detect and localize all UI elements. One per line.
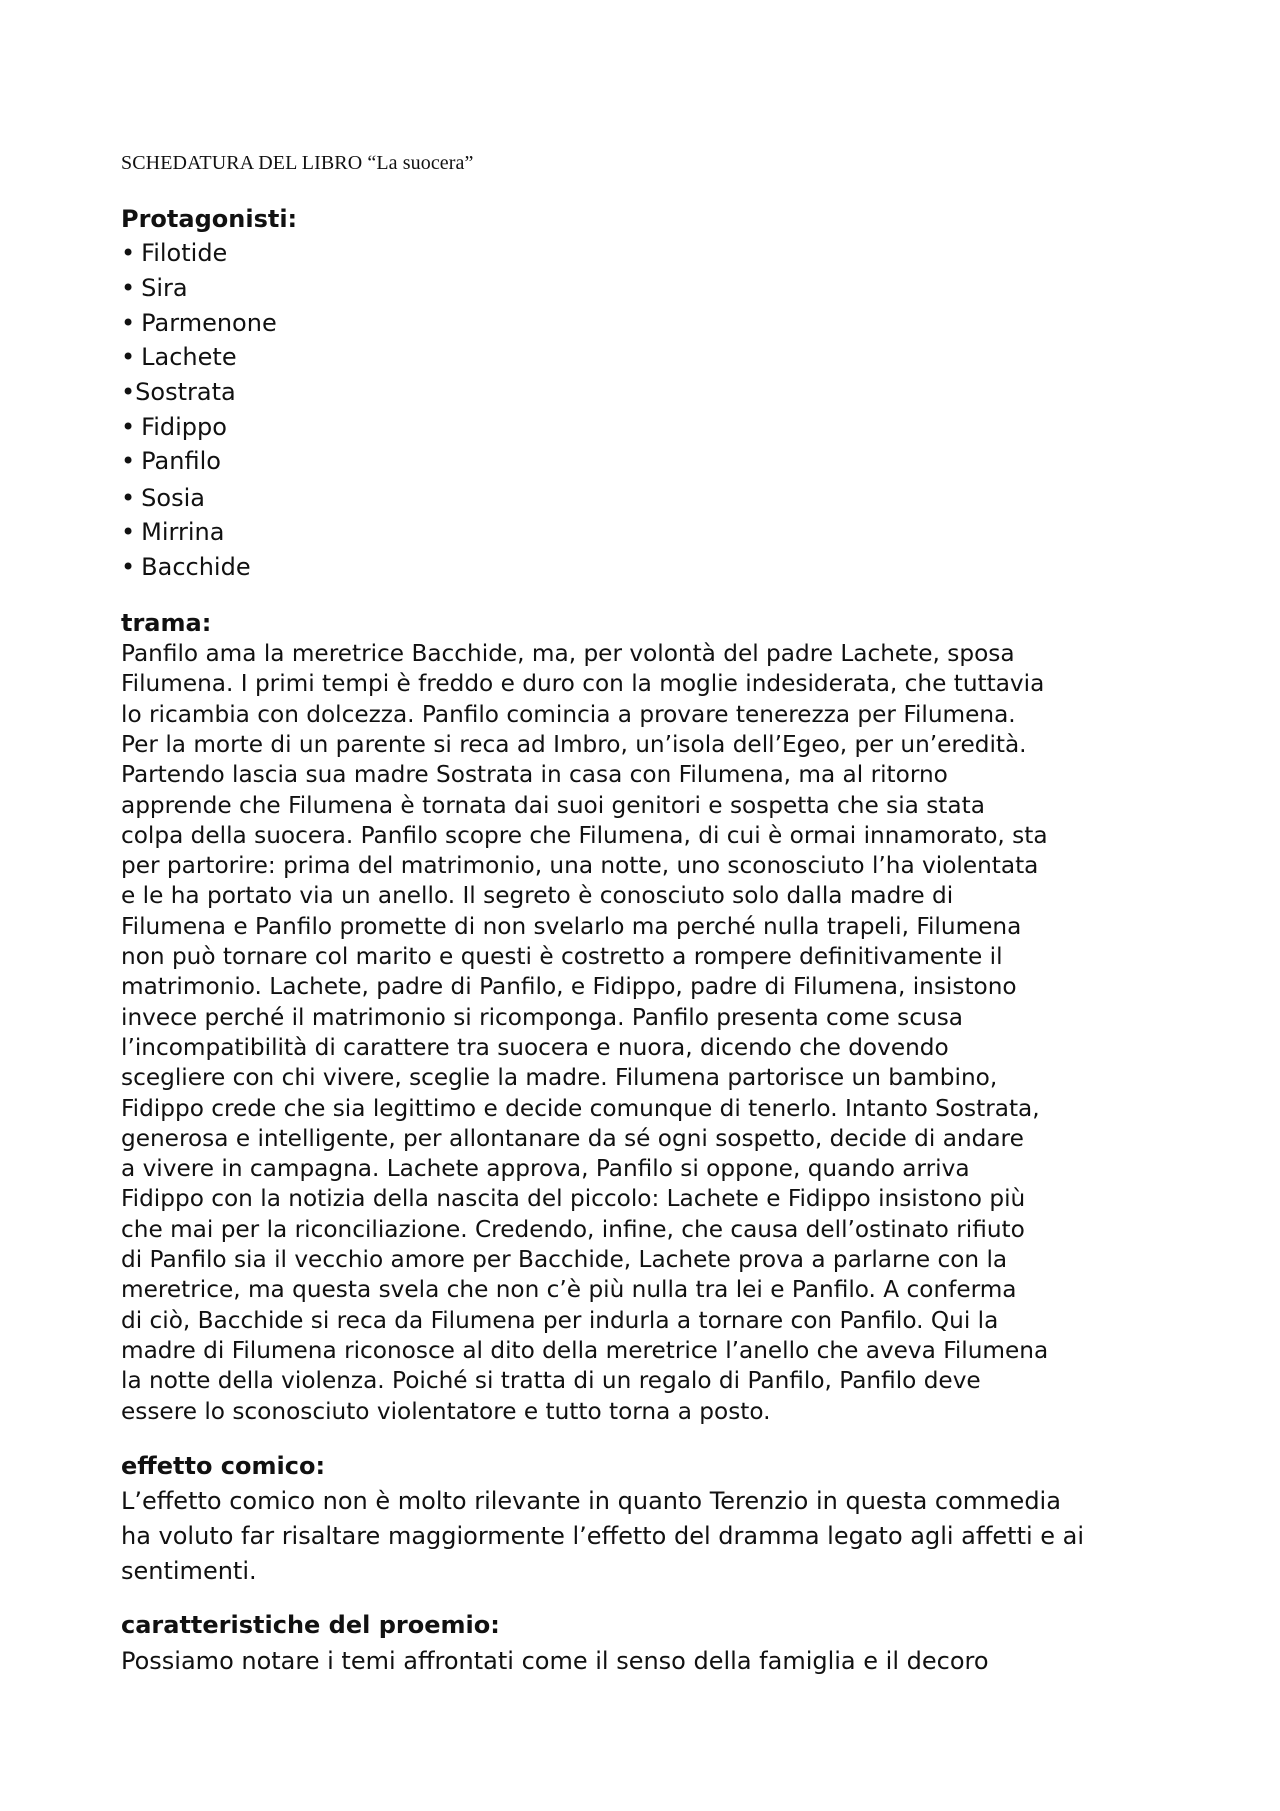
bullet-glyph: • [121, 518, 136, 546]
proem-heading: caratteristiche del proemio: [121, 1611, 500, 1639]
plot-line: colpa della suocera. Panfilo scopre che Filumena, di cui è ormai innamorato, sta [121, 821, 1048, 849]
bullet-glyph: • [121, 447, 136, 475]
list-item [121, 517, 224, 547]
plot-line: invece perché il matrimonio si ricomponga. Panfilo presenta come scusa [121, 1003, 963, 1031]
bullet-glyph: • [121, 309, 136, 337]
plot-line: la notte della violenza. Poiché si tratta di un regalo di Panfilo, Panfilo deve [121, 1367, 981, 1395]
plot-line: generosa e intelligente, per allontanare da sé ogni sospetto, decide di andare [121, 1124, 1024, 1152]
plot-line: apprende che Filumena è tornata dai suoi genitori e sospetta che sia stata [121, 791, 985, 819]
document-title: SCHEDATURA DEL LIBRO “La suocera” [121, 152, 474, 174]
list-item [121, 412, 227, 442]
plot-line: Per la morte di un parente si reca ad Imbro, un’isola dell’Egeo, per un’eredità. [121, 730, 1027, 758]
protagonist-name: Mirrina [141, 518, 225, 546]
plot-line: Panfilo ama la meretrice Bacchide, ma, per volontà del padre Lachete, sposa [121, 640, 1015, 667]
plot-line: Fidippo crede che sia legittimo e decide comunque di tenerlo. Intanto Sostrata, [121, 1094, 1040, 1122]
list-item [121, 483, 205, 513]
plot-line: di Panfilo sia il vecchio amore per Bacchide, Lachete prova a parlarne con la [121, 1246, 1008, 1273]
bullet-glyph: • [121, 413, 136, 441]
plot-heading: trama: [121, 609, 212, 637]
comic-effect-heading: effetto comico: [121, 1452, 326, 1480]
list-item [121, 308, 277, 338]
comic-effect-line: L’effetto comico non è molto rilevante in quanto Terenzio in questa commedia [121, 1487, 1061, 1515]
list-item [121, 552, 251, 582]
list-item [121, 342, 237, 372]
protagonist-name: Sosia [141, 484, 205, 512]
plot-line: a vivere in campagna. Lachete approva, Panfilo si oppone, quando arriva [121, 1155, 970, 1183]
plot-line: madre di Filumena riconosce al dito della meretrice l’anello che aveva Filumena [121, 1336, 1049, 1364]
list-item [121, 377, 236, 407]
plot-line: che mai per la riconciliazione. Credendo, infine, che causa dell’ostinato rifiuto [121, 1215, 1025, 1243]
plot-line: scegliere con chi vivere, sceglie la madre. Filumena partorisce un bambino, [121, 1064, 998, 1092]
protagonist-name: Filotide [141, 239, 228, 267]
plot-line: matrimonio. Lachete, padre di Panfilo, e Fidippo, padre di Filumena, insistono [121, 973, 1017, 1001]
comic-effect-line: ha voluto far risaltare maggiormente l’effetto del dramma legato agli affetti e ai [121, 1522, 1085, 1550]
list-item [121, 238, 227, 268]
protagonist-name: Sira [141, 274, 188, 302]
bullet-glyph: • [121, 378, 136, 406]
plot-line: per partorire: prima del matrimonio, una notte, uno sconosciuto l’ha violentata [121, 852, 1039, 880]
plot-line: essere lo sconosciuto violentatore e tutto torna a posto. [121, 1397, 771, 1425]
bullet-glyph: • [121, 274, 136, 302]
plot-line: meretrice, ma questa svela che non c’è più nulla tra lei e Panfilo. A conferma [121, 1276, 1017, 1304]
plot-line: lo ricambia con dolcezza. Panfilo comincia a provare tenerezza per Filumena. [121, 700, 1016, 728]
protagonists-heading: Protagonisti: [121, 205, 298, 233]
proem-line: Possiamo notare i temi affrontati come il senso della famiglia e il decoro [121, 1647, 989, 1675]
protagonist-name: Parmenone [141, 309, 277, 337]
protagonist-name: Bacchide [141, 553, 251, 581]
protagonist-name: Lachete [141, 343, 237, 371]
plot-line: non può tornare col marito e questi è costretto a rompere definitivamente il [121, 943, 1003, 970]
protagonist-name: Fidippo [141, 413, 227, 441]
plot-line: l’incompatibilità di carattere tra suocera e nuora, dicendo che dovendo [121, 1033, 949, 1061]
bullet-glyph: • [121, 239, 136, 267]
plot-line: Filumena. I primi tempi è freddo e duro con la moglie indesiderata, che tuttavia [121, 670, 1045, 698]
comic-effect-line: sentimenti. [121, 1557, 257, 1585]
plot-line: di ciò, Bacchide si reca da Filumena per indurla a tornare con Panfilo. Qui la [121, 1306, 999, 1334]
plot-line: e le ha portato via un anello. Il segreto è conosciuto solo dalla madre di [121, 882, 954, 910]
plot-line: Partendo lascia sua madre Sostrata in casa con Filumena, ma al ritorno [121, 761, 948, 789]
list-item [121, 273, 188, 303]
plot-line: Filumena e Panfilo promette di non svelarlo ma perché nulla trapeli, Filumena [121, 912, 1022, 940]
protagonist-name: Sostrata [135, 378, 236, 406]
list-item [121, 446, 221, 476]
protagonist-name: Panfilo [141, 447, 221, 475]
bullet-glyph: • [121, 484, 136, 512]
bullet-glyph: • [121, 553, 136, 581]
plot-line: Fidippo con la notizia della nascita del piccolo: Lachete e Fidippo insistono più [121, 1185, 1026, 1213]
bullet-glyph: • [121, 343, 136, 371]
